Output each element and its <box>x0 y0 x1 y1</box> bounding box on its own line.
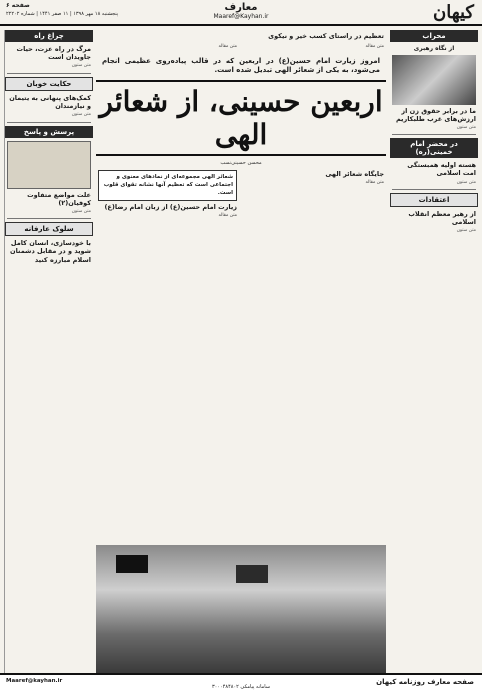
qa-illustration <box>7 141 91 189</box>
footer-email[interactable]: Maaref@kayhan.ir <box>6 678 63 684</box>
left-column <box>4 30 93 673</box>
mehrab-subtitle: از نگاه رهبری <box>413 45 455 52</box>
divider <box>7 73 91 74</box>
khoban-text: متن ستون <box>71 112 91 118</box>
imam-headline: هسته اولیه همبستگی امت اسلامی <box>407 161 476 178</box>
cheragh-headline: مرگ در راه عزت، حیات جاویدان است <box>16 45 91 62</box>
article-text: متن مقاله <box>365 180 384 186</box>
subheading-1: جایگاه شعائر الهی <box>325 170 384 179</box>
qa-text: متن ستون <box>71 208 91 214</box>
article-banner: اربعین حسینی، از شعائر الهی <box>96 80 386 156</box>
khoban-box-title: حکایت خوبان <box>5 77 93 91</box>
divider <box>392 134 476 135</box>
dateline: پنجشنبه ۱۸ مهر ۱۳۹۸ | ۱۱ صفر ۱۴۴۱ | شماره ۲۲۲۰۲ <box>6 11 119 17</box>
top-article-col-2: متن مقاله <box>218 44 237 50</box>
cheragh-box-title: چراغ راه <box>5 30 93 42</box>
page-number: صفحه ۶ <box>6 2 30 9</box>
qa-headline: علت مواضع متفاوت کوفیان(۲) <box>27 190 91 207</box>
article-author: محسن حسینی‌نسب <box>220 160 262 167</box>
article-col-1 <box>243 168 386 222</box>
qa-box-title: پرسش و پاسخ <box>5 126 93 138</box>
article-body <box>96 168 386 222</box>
lead-paragraph: امروز زیارت امام حسین(ع) در اربعین که در قالب پیاده‌روی عظیمی انجام می‌شود، به یکی از شعائر الهی تبدیل شده است. <box>102 56 380 75</box>
arbaeen-pilgrims-photo <box>96 545 386 673</box>
mehrab-headline: ما در برابر حقوق زن از ارزش‌های غرب طلبکاریم <box>395 106 476 123</box>
newspaper-logo: کیهان <box>432 2 474 23</box>
section-site[interactable]: Maaref@Kayhan.ir <box>213 13 269 20</box>
divider <box>7 218 91 219</box>
leader-photo <box>392 55 476 105</box>
cheragh-text: متن ستون <box>71 63 91 69</box>
pull-quote: شعائر الهی مجموعه‌ای از نمادهای معنوی و اجتماعی است که تعظیم آنها نشانه تقوای قلوب است. <box>98 170 237 201</box>
footer-title: صفحه معارف روزنامه کیهان <box>376 678 474 686</box>
imam-text: متن ستون <box>456 179 476 185</box>
section-title: معارف <box>224 2 258 13</box>
right-column <box>390 30 478 673</box>
top-article-headline: تعظیم در راستای کسب خیر و نیکوی <box>268 32 384 40</box>
divider <box>392 189 476 190</box>
beliefs-subtitle: از رهبر معظم انقلاب اسلامی <box>408 210 476 227</box>
top-article-col-1: متن مقاله <box>365 44 384 50</box>
masthead <box>0 0 482 26</box>
flag-icon <box>116 555 148 573</box>
beliefs-box-title: اعتقادات <box>390 193 478 207</box>
top-article-body <box>96 42 386 53</box>
beliefs-text: متن ستون <box>456 228 476 234</box>
page-footer <box>0 673 482 693</box>
soluk-box-title: سلوک عارفانه <box>5 222 93 236</box>
mehrab-text: متن ستون <box>456 124 476 130</box>
footer-sms: سامانه پیامکی ۳۰۰۰۴۸۴۸۰۲ <box>211 684 271 690</box>
khoban-headline: کمک‌های پنهانی به یتیمان و نیازمندان <box>9 93 91 110</box>
article-text: متن مقاله <box>218 213 237 219</box>
soluk-headline: با خودسازی، انسان کامل شوید و در مقابل دشمنان اسلام مبارزه کنید <box>10 239 91 264</box>
article-col-2 <box>96 168 239 222</box>
subheading-2: زیارت امام حسین(ع) از زبان امام رضا(ع) <box>104 203 237 212</box>
imam-box-title: در محضر امام خمینی(ره) <box>390 138 478 158</box>
divider <box>7 122 91 123</box>
mehrab-box-title: محراب <box>390 30 478 42</box>
flag-icon <box>236 565 268 583</box>
